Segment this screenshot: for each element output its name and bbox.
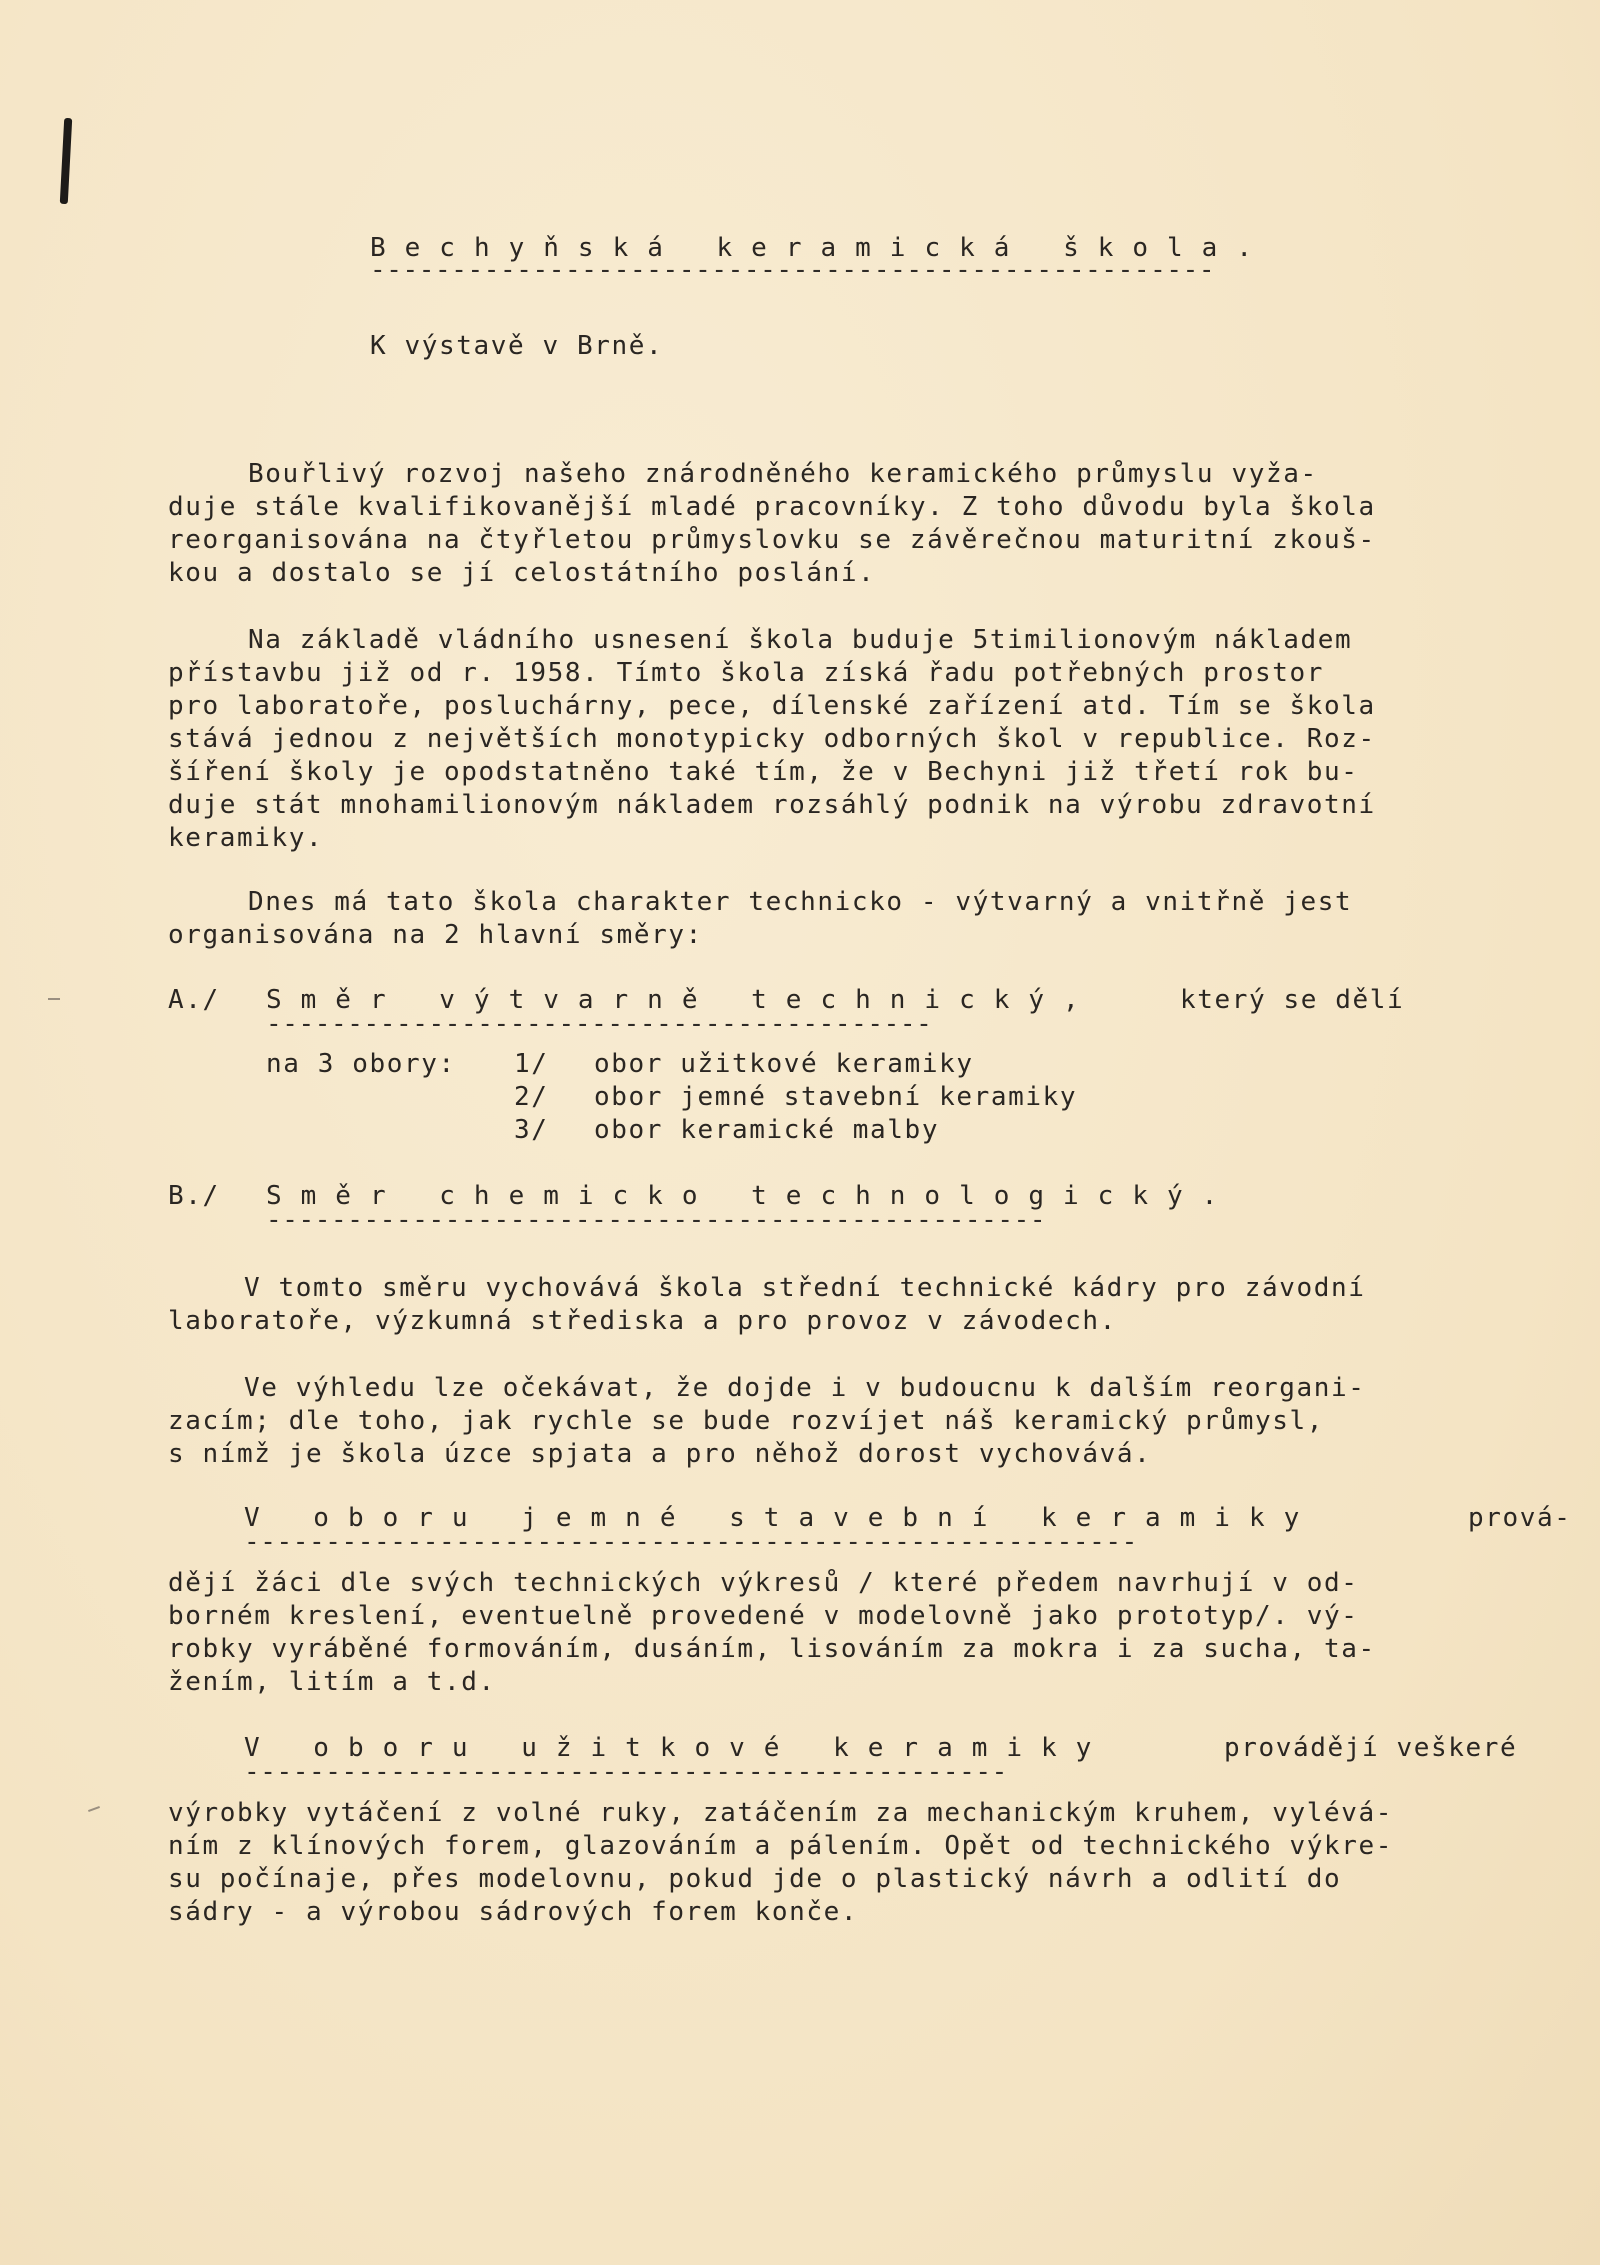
document-title: Bechyňská keramická škola.	[370, 233, 1271, 263]
section-a-label: A./	[168, 985, 220, 1015]
section-a-suffix: který se dělí	[1180, 985, 1405, 1015]
para2-line: přístavbu již od r. 1958. Tímto škola získá řadu potřebných prostor	[168, 658, 1324, 688]
margin-tick	[48, 998, 60, 1000]
para3-line: organisována na 2 hlavní směry:	[168, 920, 703, 950]
obor-item: obor jemné stavební keramiky	[594, 1082, 1078, 1112]
para6-line: borném kreslení, eventuelně provedené v modelovně jako prototyp/. vý-	[168, 1601, 1359, 1631]
para5-line: Ve výhledu lze očekávat, že dojde i v budoucnu k dalším reorgani-	[244, 1373, 1366, 1403]
para4-line: laboratoře, výzkumná střediska a pro provoz v závodech.	[168, 1306, 1117, 1336]
section-b-heading: Směr chemicko technologický.	[266, 1181, 1237, 1211]
para2-line: stává jednou z největších monotypicky odborných škol v republice. Roz-	[168, 724, 1376, 754]
obor-item: obor užitkové keramiky	[594, 1049, 974, 1079]
para2-line: Na základě vládního usnesení škola buduje 5timilionovým nákladem	[248, 625, 1353, 655]
para7-line: ním z klínových forem, glazováním a pálením. Opět od technického výkre-	[168, 1831, 1393, 1861]
para7-suffix: provádějí veškeré	[1224, 1733, 1518, 1763]
obor-number: 3/	[514, 1115, 549, 1145]
para2-line: šíření školy je opodstatněno také tím, že v Bechyni již třetí rok bu-	[168, 757, 1359, 787]
para6-suffix: prová-	[1468, 1503, 1572, 1533]
document-subtitle: K výstavě v Brně.	[370, 331, 664, 361]
para3-line: Dnes má tato škola charakter technicko - výtvarný a vnitřně jest	[248, 887, 1353, 917]
para6-underline: -------------------------------------------------------	[244, 1527, 1138, 1557]
para7-line: sádry - a výrobou sádrových forem konče.	[168, 1897, 859, 1927]
para1-line: duje stále kvalifikovanější mladé pracovníky. Z toho důvodu byla škola	[168, 492, 1376, 522]
para6-line: žením, litím a t.d.	[168, 1667, 496, 1697]
para2-line: pro laboratoře, posluchárny, pece, dílenské zařízení atd. Tím se škola	[168, 691, 1376, 721]
section-a-underline: -----------------------------------------	[266, 1009, 933, 1039]
para6-heading: V oboru jemné stavební keramiky	[244, 1503, 1319, 1533]
section-b-label: B./	[168, 1181, 220, 1211]
section-a-intro: na 3 obory:	[266, 1049, 456, 1079]
margin-mark	[60, 118, 72, 204]
para5-line: zacím; dle toho, jak rychle se bude rozvíjet náš keramický průmysl,	[168, 1406, 1324, 1436]
para7-heading: V oboru užitkové keramiky	[244, 1733, 1111, 1763]
obor-item: obor keramické malby	[594, 1115, 940, 1145]
para7-underline: -----------------------------------------------	[244, 1757, 1008, 1787]
para1-line: reorganisována na čtyřletou průmyslovku se závěrečnou maturitní zkouš-	[168, 525, 1376, 555]
para2-line: duje stát mnohamilionovým nákladem rozsáhlý podnik na výrobu zdravotní	[168, 790, 1376, 820]
para5-line: s nímž je škola úzce spjata a pro něhož dorost vychovává.	[168, 1439, 1152, 1469]
para2-line: keramiky.	[168, 823, 324, 853]
margin-tick	[88, 1806, 100, 1812]
title-underline: ----------------------------------------------------	[370, 255, 1216, 285]
obor-number: 1/	[514, 1049, 549, 1079]
para6-line: dějí žáci dle svých technických výkresů / které předem navrhují v od-	[168, 1568, 1359, 1598]
obor-number: 2/	[514, 1082, 549, 1112]
para1-line: Bouřlivý rozvoj našeho znárodněného keramického průmyslu vyža-	[248, 459, 1318, 489]
section-b-underline: ------------------------------------------------	[266, 1205, 1047, 1235]
para4-line: V tomto směru vychovává škola střední technické kádry pro závodní	[244, 1273, 1366, 1303]
para7-line: su počínaje, přes modelovnu, pokud jde o plastický návrh a odlití do	[168, 1864, 1342, 1894]
section-a-heading: Směr výtvarně technický,	[266, 985, 1098, 1015]
para6-line: robky vyráběné formováním, dusáním, lisováním za mokra i za sucha, ta-	[168, 1634, 1376, 1664]
para1-line: kou a dostalo se jí celostátního poslání.	[168, 558, 876, 588]
para7-line: výrobky vytáčení z volné ruky, zatáčením za mechanickým kruhem, vylévá-	[168, 1798, 1393, 1828]
